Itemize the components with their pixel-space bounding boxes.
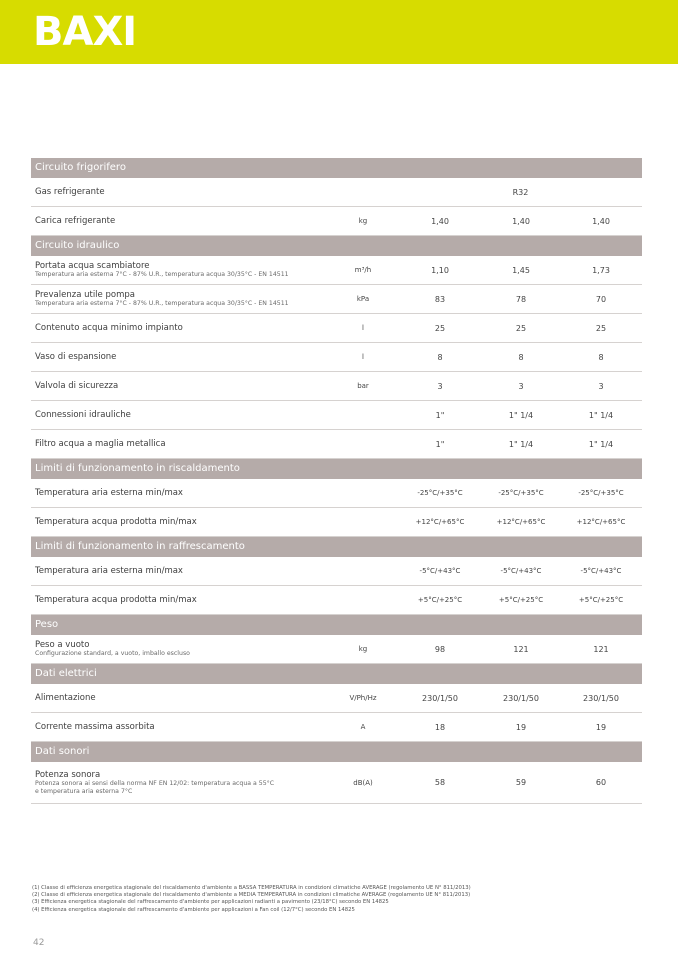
value-cell: 1" 1/4 bbox=[508, 439, 534, 449]
section-header: Dati elettrici bbox=[31, 664, 642, 684]
row-label bbox=[35, 178, 105, 206]
row-label bbox=[35, 684, 96, 712]
row-label-text: Connessioni idrauliche bbox=[35, 410, 131, 420]
spec-table bbox=[31, 158, 642, 804]
row-label bbox=[35, 762, 274, 803]
section-header: Circuito idraulico bbox=[31, 236, 642, 256]
table-row bbox=[31, 586, 642, 615]
unit-cell: kg bbox=[358, 217, 368, 225]
row-label-text: Peso a vuoto bbox=[35, 640, 90, 650]
table-row bbox=[31, 684, 642, 713]
value-cell: 1" bbox=[435, 439, 445, 449]
row-label-text: Valvola di sicurezza bbox=[35, 381, 119, 391]
value-cell: 1" 1/4 bbox=[588, 410, 614, 420]
footnote: (1) Classe di efficienza energetica stagionale del riscaldamento d'ambiente a BASSA TEMPERATURA in condizioni climatiche AVERAGE (regolamento UE N° 811/2013) bbox=[32, 885, 471, 891]
footnote: (3) Efficienza energetica stagionale del raffrescamento d'ambiente per applicazioni radianti a pavimento (23/18°C) secondo EN 14825 bbox=[32, 899, 389, 906]
section-header: Peso bbox=[31, 615, 642, 635]
unit-cell: kPa bbox=[356, 295, 370, 303]
value-cell: 8 bbox=[598, 352, 604, 362]
value-cell: 78 bbox=[515, 294, 527, 304]
value-cell: 60 bbox=[595, 778, 607, 787]
header-bar bbox=[0, 0, 678, 64]
value-cell: 121 bbox=[593, 644, 609, 654]
row-label bbox=[35, 207, 115, 235]
row-sublabel: e temperatura aria esterna 7°C bbox=[35, 787, 133, 795]
unit-cell: l bbox=[362, 353, 364, 361]
value-cell: 25 bbox=[434, 323, 446, 333]
row-label-text: Potenza sonora bbox=[35, 769, 101, 780]
table-row bbox=[31, 178, 642, 207]
row-label bbox=[35, 256, 289, 284]
value-cell: 1,40 bbox=[512, 216, 530, 226]
value-cell: +5°C/+25°C bbox=[417, 596, 463, 604]
row-label-text: Temperatura acqua prodotta min/max bbox=[35, 517, 197, 527]
table-row bbox=[31, 430, 642, 459]
value-cell: 1,10 bbox=[431, 265, 449, 275]
value-cell: -5°C/+43°C bbox=[580, 567, 622, 575]
section-header: Dati sonori bbox=[31, 742, 642, 762]
unit-cell: V/Ph/Hz bbox=[349, 694, 377, 702]
value-cell: 59 bbox=[515, 778, 527, 787]
value-cell: 25 bbox=[595, 323, 607, 333]
footnote: (2) Classe di efficienza energetica stagionale del riscaldamento d'ambiente a MEDIA TEMPERATURA in condizioni climatiche AVERAGE (regolamento UE N° 811/2013) bbox=[32, 892, 471, 899]
footnote: (4) Efficienza energetica stagionale del raffrescamento d'ambiente per applicazioni a Fan coil (12/7°C) secondo EN 14825 bbox=[32, 906, 355, 913]
row-label bbox=[35, 372, 118, 400]
row-label-text: Portata acqua scambiatore bbox=[35, 261, 150, 271]
value-cell: 1,73 bbox=[592, 265, 610, 275]
table-row bbox=[31, 207, 642, 236]
unit-cell: kg bbox=[358, 645, 368, 653]
table-row bbox=[31, 508, 642, 537]
value-cell: +12°C/+65°C bbox=[496, 518, 546, 526]
row-label-text: Filtro acqua a maglia metallica bbox=[35, 439, 166, 449]
value-cell: R32 bbox=[512, 187, 529, 197]
value-cell: 18 bbox=[434, 722, 446, 732]
value-cell: 230/1/50 bbox=[583, 693, 619, 703]
unit-cell: l bbox=[362, 324, 364, 332]
value-cell: 1" bbox=[435, 410, 445, 420]
value-cell: 19 bbox=[515, 722, 527, 732]
value-cell: 1,40 bbox=[431, 216, 449, 226]
table-row bbox=[31, 557, 642, 586]
row-label bbox=[35, 508, 197, 536]
value-cell: 25 bbox=[515, 323, 527, 333]
brand-logo: BAXI bbox=[33, 9, 137, 55]
table-row bbox=[31, 314, 642, 343]
row-label bbox=[35, 713, 155, 741]
value-cell: 1" 1/4 bbox=[588, 439, 614, 449]
row-sublabel: Potenza sonora ai sensi della norma NF EN 12/02: temperatura acqua a 55°C bbox=[35, 779, 275, 787]
value-cell: 1,40 bbox=[592, 216, 610, 226]
row-label bbox=[35, 479, 183, 507]
row-label-text: Alimentazione bbox=[35, 693, 96, 703]
value-cell: 121 bbox=[513, 644, 529, 654]
row-label-text: Temperatura aria esterna min/max bbox=[35, 566, 183, 576]
value-cell: 230/1/50 bbox=[422, 693, 458, 703]
value-cell: +12°C/+65°C bbox=[415, 518, 465, 526]
row-label bbox=[35, 635, 190, 663]
value-cell: 8 bbox=[518, 352, 524, 362]
row-label bbox=[35, 430, 166, 458]
row-sublabel: Temperatura aria esterna 7°C - 87% U.R., temperatura acqua 30/35°C - EN 14511 bbox=[35, 271, 289, 278]
value-cell: 3 bbox=[437, 381, 443, 391]
value-cell: +5°C/+25°C bbox=[498, 596, 544, 604]
value-cell: 1" 1/4 bbox=[508, 410, 534, 420]
value-cell: -25°C/+35°C bbox=[417, 489, 463, 497]
table-row bbox=[31, 635, 642, 664]
value-cell: +5°C/+25°C bbox=[578, 596, 624, 604]
value-cell: -25°C/+35°C bbox=[578, 489, 624, 497]
unit-cell: bar bbox=[357, 382, 369, 390]
unit-cell: m³/h bbox=[354, 266, 372, 274]
row-label bbox=[35, 401, 131, 429]
value-cell: +12°C/+65°C bbox=[576, 518, 626, 526]
value-cell: 8 bbox=[437, 352, 443, 362]
row-label bbox=[35, 343, 116, 371]
row-sublabel: Temperatura aria esterna 7°C - 87% U.R., temperatura acqua 30/35°C - EN 14511 bbox=[35, 300, 289, 307]
row-label-text: Prevalenza utile pompa bbox=[35, 290, 135, 300]
table-row bbox=[31, 256, 642, 285]
value-cell: 58 bbox=[434, 778, 446, 787]
value-cell: 1,45 bbox=[512, 265, 530, 275]
unit-cell: A bbox=[360, 723, 366, 731]
value-cell: -25°C/+35°C bbox=[498, 489, 544, 497]
section-header: Circuito frigorifero bbox=[31, 158, 642, 178]
footnotes bbox=[32, 885, 632, 914]
row-sublabel: Configurazione standard, a vuoto, imballo escluso bbox=[35, 650, 190, 657]
table-row bbox=[31, 372, 642, 401]
row-label-text: Temperatura aria esterna min/max bbox=[35, 488, 183, 498]
value-cell: 3 bbox=[598, 381, 604, 391]
row-label-text: Gas refrigerante bbox=[35, 187, 105, 197]
value-cell: 83 bbox=[434, 294, 446, 304]
value-cell: 3 bbox=[518, 381, 524, 391]
table-row bbox=[31, 762, 642, 804]
row-label-text: Contenuto acqua minimo impianto bbox=[35, 323, 183, 333]
table-row bbox=[31, 479, 642, 508]
table-row bbox=[31, 343, 642, 372]
row-label-text: Temperatura acqua prodotta min/max bbox=[35, 595, 197, 605]
table-row bbox=[31, 713, 642, 742]
row-label-text: Corrente massima assorbita bbox=[35, 722, 155, 732]
value-cell: 19 bbox=[595, 722, 607, 732]
page-number: 42 bbox=[33, 938, 45, 948]
row-label bbox=[35, 285, 289, 313]
value-cell: -5°C/+43°C bbox=[419, 567, 461, 575]
section-header: Limiti di funzionamento in riscaldamento bbox=[31, 459, 642, 479]
row-label bbox=[35, 557, 183, 585]
row-label bbox=[35, 586, 197, 614]
row-label bbox=[35, 314, 183, 342]
value-cell: 230/1/50 bbox=[503, 693, 539, 703]
row-label-text: Vaso di espansione bbox=[35, 352, 117, 362]
value-cell: -5°C/+43°C bbox=[500, 567, 542, 575]
table-row bbox=[31, 285, 642, 314]
row-label-text: Carica refrigerante bbox=[35, 216, 116, 226]
section-header: Limiti di funzionamento in raffrescamento bbox=[31, 537, 642, 557]
value-cell: 98 bbox=[434, 644, 446, 654]
table-row bbox=[31, 401, 642, 430]
unit-cell: dB(A) bbox=[353, 778, 373, 787]
value-cell: 70 bbox=[595, 294, 607, 304]
